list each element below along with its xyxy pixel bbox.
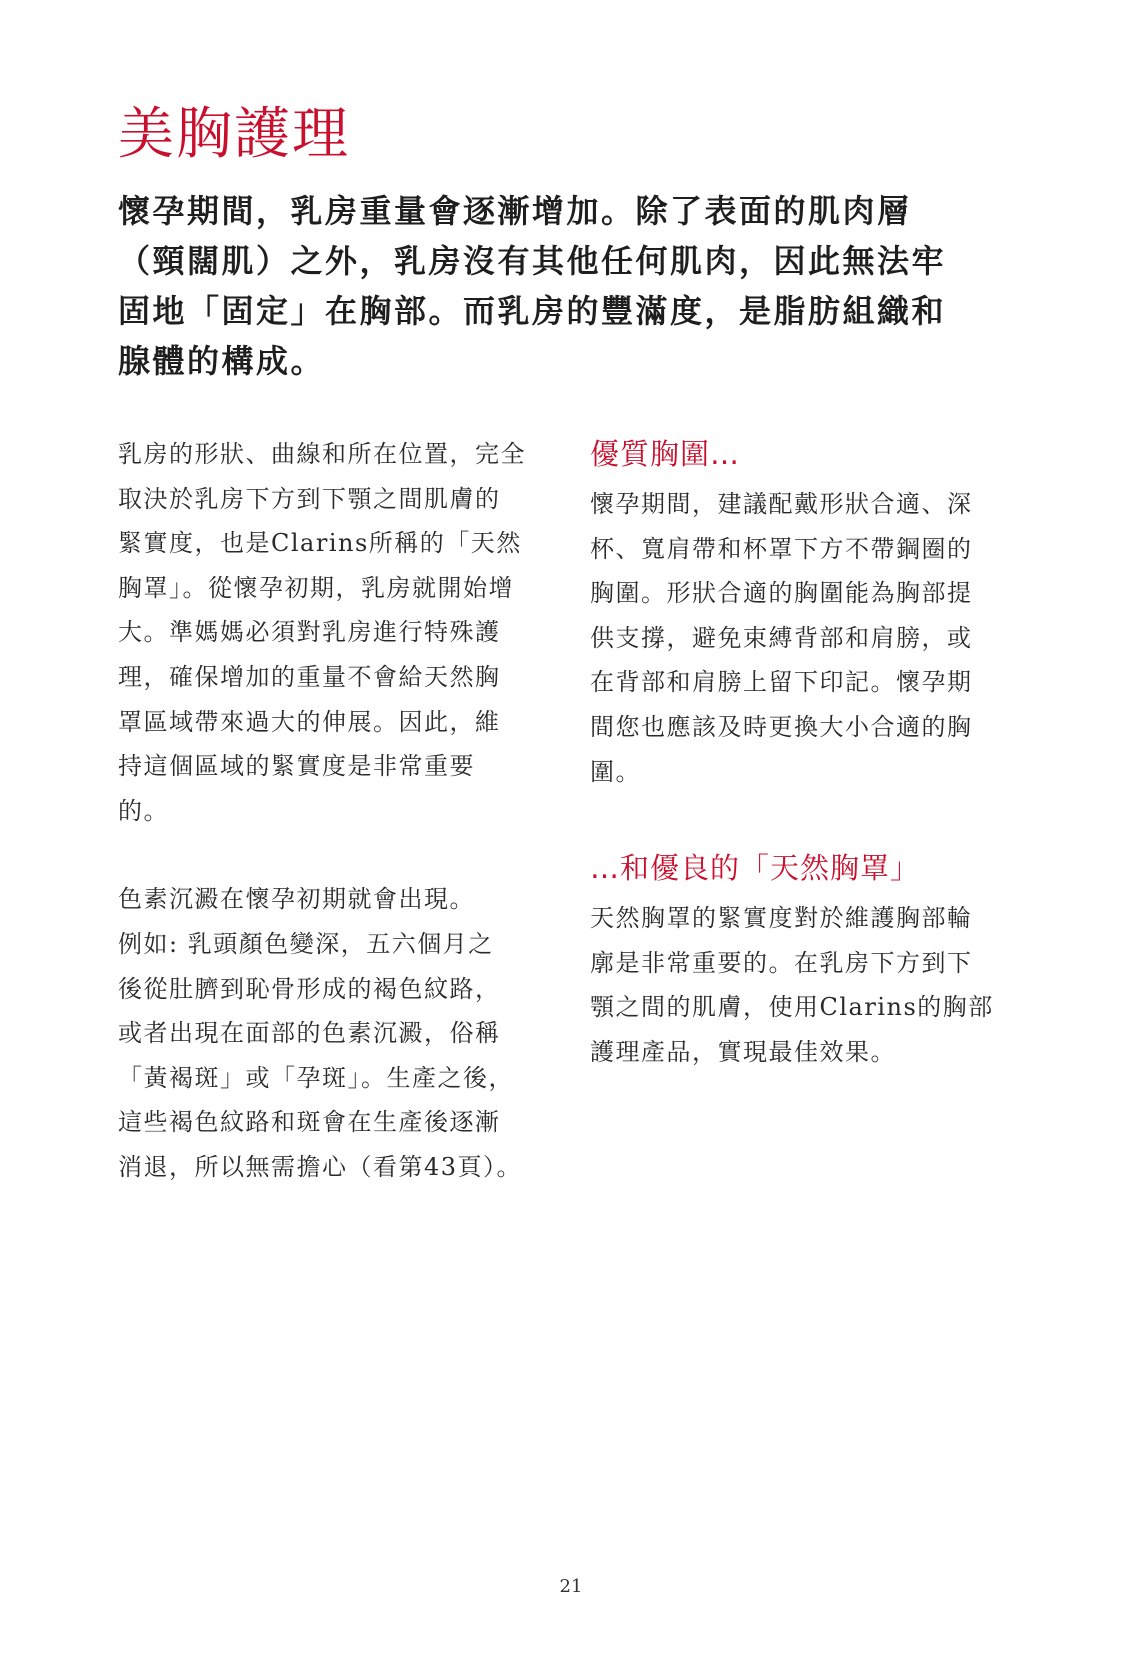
text-line: 後從肚臍到恥骨形成的褐色紋路， <box>118 974 501 1003</box>
text-line: 天然胸罩的緊實度對於維護胸部輪 <box>590 904 973 933</box>
page-number: 21 <box>559 1576 583 1597</box>
text-line: 的。 <box>118 796 169 825</box>
left-column <box>118 432 558 1190</box>
text-line: 間您也應該及時更換大小合適的胸 <box>590 712 973 741</box>
intro-paragraph <box>118 186 1018 386</box>
text-line: 罩區域帶來過大的伸展。因此，維 <box>118 707 501 736</box>
text-line: 緊實度，也是Clarins所稱的「天然 <box>118 529 522 558</box>
text-line: 護理產品，實現最佳效果。 <box>590 1037 896 1066</box>
text-line: 胸罩」。從懷孕初期，乳房就開始增 <box>118 573 514 602</box>
text-line: 理，確保增加的重量不會給天然胸 <box>118 662 501 691</box>
pigmentation-paragraph <box>118 877 558 1189</box>
intro-line: 固地「固定」在胸部。而乳房的豐滿度，是脂肪組織和 <box>118 292 947 330</box>
text-line: 例如: 乳頭顏色變深，五六個月之 <box>118 929 494 958</box>
intro-line: 腺體的構成。 <box>118 342 326 380</box>
text-line: 消退，所以無需擔心（看第43頁）。 <box>118 1152 523 1181</box>
natural-bra-heading: …和優良的「天然胸罩」 <box>590 851 921 886</box>
right-column <box>590 432 1030 1075</box>
text-line: 顎之間的肌膚，使用Clarins的胸部 <box>590 993 994 1022</box>
text-line: 懷孕期間，建議配戴形狀合適、深 <box>590 490 973 518</box>
text-line: 廓是非常重要的。在乳房下方到下 <box>590 948 973 977</box>
breast-shape-paragraph <box>118 432 558 833</box>
text-line: 杯、寬肩帶和杯罩下方不帶鋼圈的 <box>590 534 973 563</box>
bra-heading: 優質胸圍… <box>590 437 741 471</box>
text-line: 供支撐，避免束縛背部和肩膀，或 <box>590 623 973 652</box>
paragraph-gap <box>590 794 1030 846</box>
intro-line: （頸闊肌）之外，乳房沒有其他任何肌肉，因此無法牢 <box>118 242 947 280</box>
text-line: 取決於乳房下方到下顎之間肌膚的 <box>118 484 501 513</box>
text-line: 或者出現在面部的色素沉澱，俗稱 <box>118 1019 501 1048</box>
paragraph-gap <box>118 833 558 877</box>
text-line: 圍。 <box>590 757 641 786</box>
text-line: 乳房的形狀、曲線和所在位置，完全 <box>118 440 526 468</box>
text-line: 胸圍。形狀合適的胸圍能為胸部提 <box>590 579 973 608</box>
natural-bra-paragraph <box>590 896 1030 1074</box>
bra-paragraph <box>590 482 1030 794</box>
page-title: 美胸護理 <box>118 102 350 167</box>
text-line: 大。準媽媽必須對乳房進行特殊護 <box>118 618 501 647</box>
intro-line: 懷孕期間，乳房重量會逐漸增加。除了表面的肌肉層 <box>118 192 912 230</box>
text-line: 持這個區域的緊實度是非常重要 <box>118 752 475 781</box>
text-line: 這些褐色紋路和斑會在生產後逐漸 <box>118 1108 501 1137</box>
text-line: 「黃褐斑」或「孕斑」。生產之後， <box>118 1063 514 1092</box>
text-line: 在背部和肩膀上留下印記。懷孕期 <box>590 668 973 697</box>
text-line: 色素沉澱在懷孕初期就會出現。 <box>118 885 475 914</box>
